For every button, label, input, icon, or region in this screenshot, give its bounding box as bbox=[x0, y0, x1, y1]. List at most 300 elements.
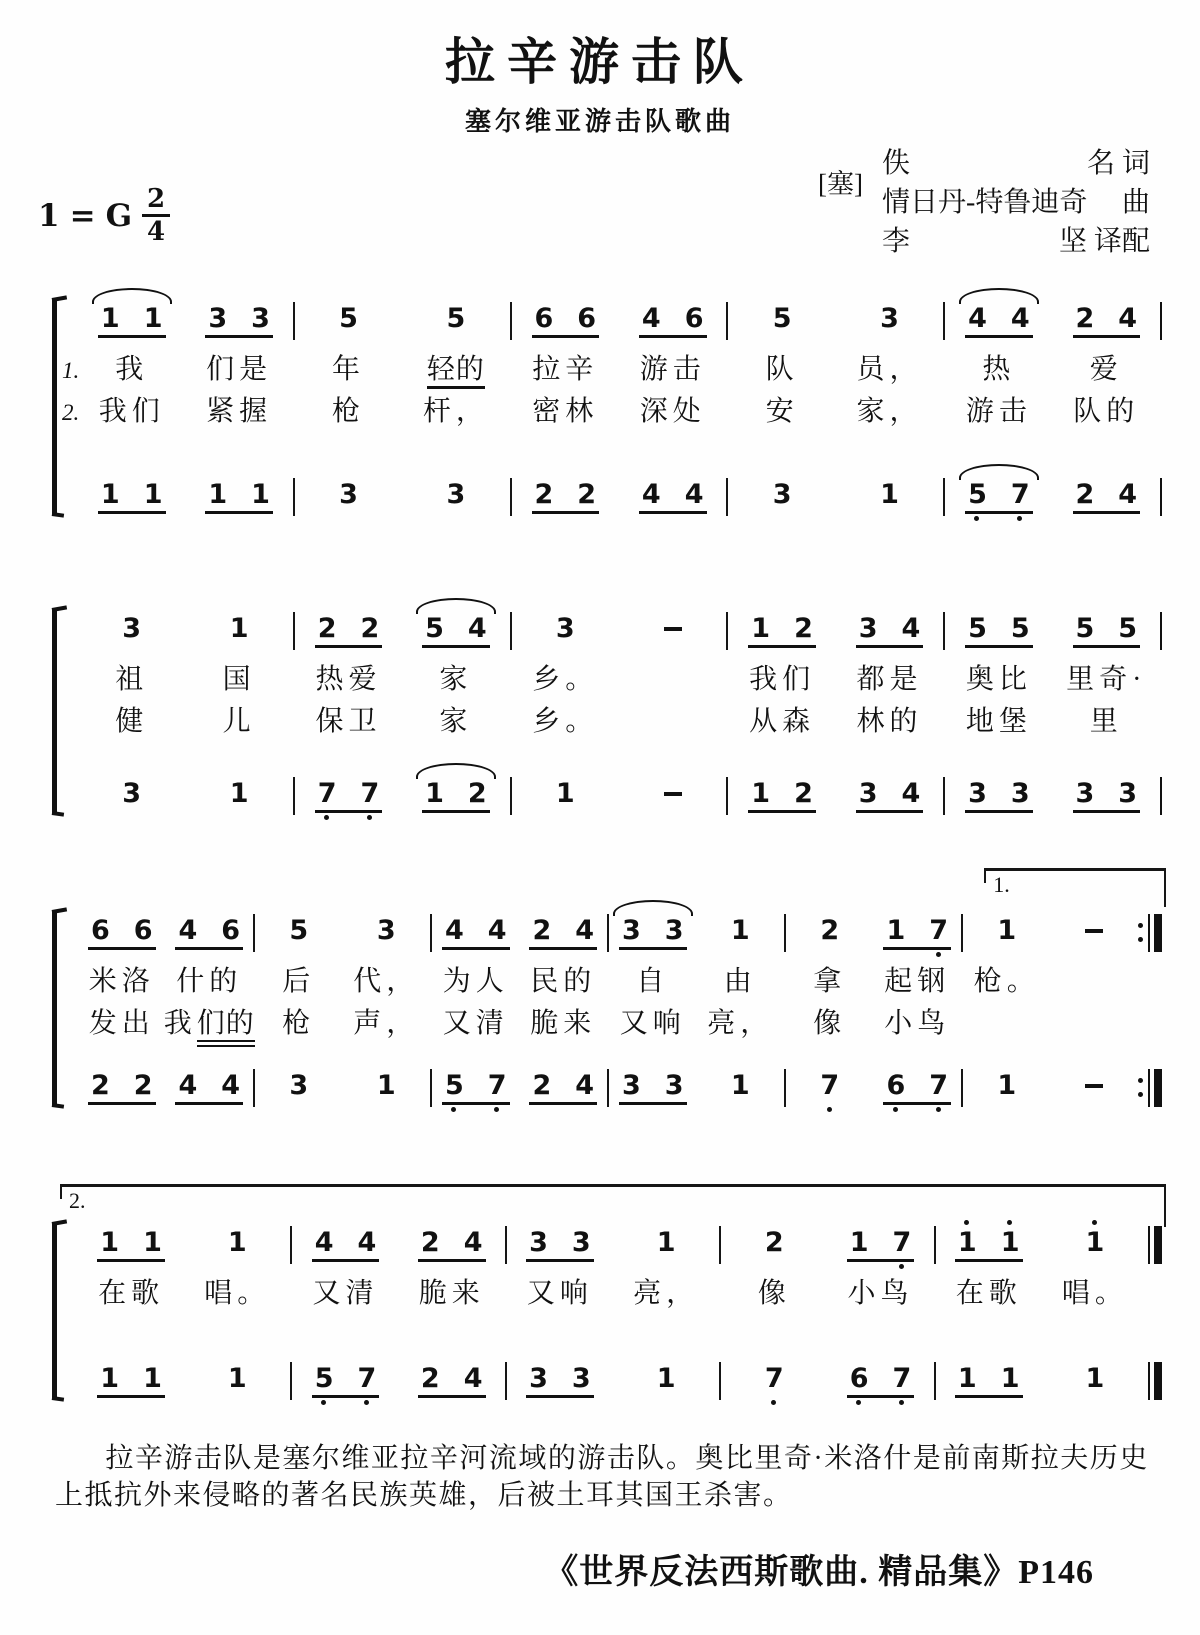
note-digit: 5 bbox=[772, 303, 792, 334]
note-digit: 2 bbox=[577, 479, 597, 510]
translator-name: 李 bbox=[882, 226, 911, 257]
lyric-beat bbox=[786, 963, 874, 998]
note-digit: 1 bbox=[656, 1227, 676, 1258]
voice-row-lower bbox=[78, 463, 1162, 527]
note-digit: 1 bbox=[229, 778, 249, 809]
measure bbox=[255, 1054, 430, 1118]
beat bbox=[945, 287, 1052, 332]
lyricist-name: 佚 bbox=[882, 148, 911, 179]
note-cluster bbox=[958, 1229, 1020, 1256]
lyric-beat bbox=[295, 661, 402, 696]
lyric-syllable: 乡。 bbox=[532, 664, 599, 695]
thick-bar bbox=[1154, 914, 1162, 952]
note-cluster bbox=[339, 481, 358, 508]
slur bbox=[613, 900, 693, 916]
note-cluster bbox=[968, 305, 1030, 332]
note-digit: 4 bbox=[178, 915, 198, 946]
thin-bar bbox=[1160, 478, 1162, 516]
lyric-syllable: 保卫 bbox=[315, 706, 382, 737]
octave-dot-low bbox=[893, 1107, 898, 1112]
beat bbox=[1053, 597, 1160, 642]
volta-label: 2. bbox=[69, 1188, 86, 1213]
measure bbox=[609, 1054, 784, 1118]
lyric-beat bbox=[520, 963, 608, 998]
note-digit: 2 bbox=[794, 778, 813, 809]
lyric-syllable: 小鸟 bbox=[884, 1008, 951, 1039]
note-cluster bbox=[122, 615, 141, 642]
beam bbox=[312, 1259, 380, 1262]
verse-number: 2. bbox=[62, 400, 80, 425]
lyric-beat bbox=[786, 1005, 874, 1040]
measure bbox=[78, 1054, 253, 1118]
beat bbox=[874, 899, 962, 944]
credits-block bbox=[818, 144, 1150, 261]
beam bbox=[97, 1259, 165, 1262]
lyric-beat bbox=[520, 1005, 608, 1040]
note-cluster bbox=[1076, 615, 1138, 642]
beat bbox=[295, 463, 402, 508]
note-digit: 2 bbox=[90, 1070, 110, 1101]
note-cluster bbox=[289, 1072, 308, 1099]
note-digit: 3 bbox=[208, 303, 228, 334]
note-cluster bbox=[958, 1365, 1020, 1392]
lyricist-role: 名 词 bbox=[1086, 148, 1150, 179]
note-cluster bbox=[421, 1365, 483, 1392]
note-cluster bbox=[425, 615, 487, 642]
note-digit: 1 bbox=[227, 1363, 247, 1394]
lyric-beat bbox=[78, 1005, 166, 1040]
lyric-syllable: 枪 bbox=[282, 1008, 316, 1039]
lyric-row bbox=[78, 1275, 1162, 1317]
measure bbox=[78, 463, 293, 527]
measure bbox=[512, 762, 727, 826]
note-cluster bbox=[642, 305, 704, 332]
beam bbox=[205, 511, 273, 514]
measure bbox=[295, 703, 510, 745]
lyric-beat bbox=[78, 351, 185, 386]
note-cluster bbox=[532, 1072, 594, 1099]
note-digit: 1 bbox=[997, 1070, 1017, 1101]
lyric-underlined: 们的 bbox=[197, 1008, 255, 1047]
thin-bar bbox=[1160, 777, 1162, 815]
measure bbox=[963, 1054, 1138, 1118]
volta-left-tick bbox=[60, 1186, 62, 1199]
slur bbox=[959, 288, 1039, 304]
lyric-syllable: 热 bbox=[982, 354, 1016, 385]
note-digit: 5 bbox=[1075, 613, 1095, 644]
beam bbox=[532, 511, 600, 514]
note-cluster bbox=[622, 1072, 684, 1099]
beat bbox=[613, 1347, 719, 1392]
octave-dot-low bbox=[936, 1107, 941, 1112]
lyric-beat bbox=[619, 351, 726, 386]
beat bbox=[836, 597, 943, 642]
lyric-beat bbox=[619, 661, 726, 665]
beat bbox=[507, 1347, 613, 1392]
lyric-beat bbox=[255, 963, 343, 998]
note-digit: 5 bbox=[968, 481, 987, 508]
octave-dot-low bbox=[367, 815, 372, 820]
note-digit: 4 bbox=[178, 1070, 198, 1101]
lyric-beat bbox=[78, 393, 185, 428]
system-bracket bbox=[52, 610, 57, 813]
measure bbox=[721, 1347, 933, 1411]
note-cluster bbox=[208, 481, 270, 508]
beat bbox=[402, 287, 509, 332]
beat bbox=[945, 762, 1052, 807]
measure bbox=[512, 351, 727, 393]
lyric-syllable: 都是 bbox=[856, 664, 923, 695]
beat bbox=[295, 287, 402, 332]
beat bbox=[292, 1347, 398, 1392]
note-digit: 5 bbox=[968, 613, 987, 644]
measure bbox=[786, 1054, 961, 1118]
lyric-syllable: 家， bbox=[856, 396, 923, 427]
lyric-syllable: 儿 bbox=[222, 706, 256, 737]
beam bbox=[418, 1395, 486, 1398]
note-digit: 7 bbox=[929, 917, 948, 944]
note-digit: 1 bbox=[1001, 1229, 1020, 1256]
lyric-syllable: 米洛 bbox=[88, 966, 155, 997]
lyric-syllable: 安 bbox=[765, 396, 799, 427]
repeat-dot bbox=[1138, 923, 1143, 928]
voice-row-lower bbox=[78, 762, 1162, 826]
note-cluster bbox=[997, 1072, 1016, 1099]
slur bbox=[416, 598, 496, 614]
lyric-beat bbox=[613, 1275, 719, 1310]
lyric-beat bbox=[512, 393, 619, 428]
lyric-beat bbox=[295, 703, 402, 738]
note-digit: 3 bbox=[122, 778, 142, 809]
lyric-beat bbox=[507, 1275, 613, 1310]
measure bbox=[945, 661, 1160, 703]
lyric-beat bbox=[836, 703, 943, 738]
note-digit: 1 bbox=[957, 1363, 977, 1394]
measure bbox=[78, 287, 293, 351]
measure bbox=[432, 1005, 607, 1047]
measure bbox=[609, 899, 784, 963]
measure bbox=[432, 1054, 607, 1118]
note-digit: 3 bbox=[1075, 778, 1095, 809]
measure bbox=[295, 463, 510, 527]
lyric-beat bbox=[78, 1275, 184, 1310]
octave-dot-high bbox=[1092, 1220, 1097, 1225]
lyric-syllable: 亮， bbox=[707, 1008, 774, 1039]
measure bbox=[609, 963, 784, 1005]
note-cluster bbox=[100, 1365, 162, 1392]
volta-left-tick bbox=[984, 870, 986, 883]
note-digit: 7 bbox=[358, 1365, 377, 1392]
note-digit: 1 bbox=[1085, 1363, 1105, 1394]
note-cluster bbox=[421, 1229, 483, 1256]
lyric-syllable: 脆来 bbox=[530, 1008, 597, 1039]
lyric-syllable: 我们 bbox=[749, 664, 816, 695]
note-digit: 4 bbox=[487, 915, 507, 946]
lyric-syllable: 枪。 bbox=[973, 966, 1040, 997]
note-digit: 1 bbox=[751, 778, 771, 809]
lyric-row bbox=[78, 963, 1162, 1005]
measure bbox=[78, 762, 293, 826]
note-cluster bbox=[91, 1072, 153, 1099]
note-digit: 4 bbox=[968, 303, 987, 334]
lyric-beat bbox=[728, 661, 835, 696]
thick-bar bbox=[1154, 1362, 1162, 1400]
beat bbox=[619, 463, 726, 508]
measure bbox=[945, 351, 1160, 393]
note-digit: 1 bbox=[229, 613, 249, 644]
beat bbox=[184, 1347, 290, 1392]
beam bbox=[639, 511, 707, 514]
volta-label: 1. bbox=[993, 872, 1010, 897]
meter-denominator: 4 bbox=[142, 214, 170, 245]
beam bbox=[532, 335, 600, 338]
beat bbox=[295, 597, 402, 642]
beam bbox=[639, 335, 707, 338]
note-cluster bbox=[535, 305, 597, 332]
note-cluster bbox=[289, 917, 308, 944]
beam bbox=[1073, 335, 1141, 338]
beat bbox=[945, 597, 1052, 642]
note-cluster bbox=[529, 1365, 591, 1392]
note-digit: 6 bbox=[534, 303, 554, 334]
rows-gap bbox=[78, 1317, 1162, 1347]
note-digit: 3 bbox=[858, 778, 878, 809]
note-cluster bbox=[622, 917, 684, 944]
note-digit: 4 bbox=[1118, 303, 1138, 334]
measure bbox=[728, 762, 943, 826]
lyric-syllable: 奥比 bbox=[965, 664, 1032, 695]
lyric-syllable: 里奇· bbox=[1066, 664, 1147, 695]
key-letter: G bbox=[105, 197, 133, 234]
measure bbox=[936, 1275, 1148, 1317]
beam bbox=[856, 645, 924, 648]
lyric-beat bbox=[728, 703, 835, 738]
measure bbox=[78, 703, 293, 745]
lyric-beat bbox=[945, 393, 1052, 428]
note-cluster bbox=[850, 1365, 912, 1392]
source-book: 《世界反法西斯歌曲. 精品集》 bbox=[544, 1554, 1019, 1591]
note-digit: 5 bbox=[446, 303, 466, 334]
lyric-beat bbox=[185, 351, 292, 386]
lyric-underlined: 轻的 bbox=[427, 354, 485, 389]
lyric-beat bbox=[78, 703, 185, 738]
beam bbox=[526, 1259, 594, 1262]
lyricist-line bbox=[882, 144, 1150, 183]
lyric-beat bbox=[963, 963, 1051, 998]
note-digit: 2 bbox=[467, 778, 487, 809]
note-digit: 5 bbox=[339, 303, 358, 334]
measure bbox=[78, 1275, 290, 1317]
lyric-beat bbox=[728, 393, 835, 428]
note-digit: 7 bbox=[893, 1229, 912, 1256]
note-digit: 3 bbox=[555, 613, 575, 644]
note-digit: 7 bbox=[318, 780, 337, 807]
repeat-dots bbox=[1138, 923, 1143, 942]
note-digit: 2 bbox=[420, 1363, 440, 1394]
system-bracket bbox=[52, 912, 57, 1105]
lyric-row bbox=[78, 661, 1162, 703]
note-cluster bbox=[556, 780, 575, 807]
octave-dot-low bbox=[364, 1400, 369, 1405]
note-digit: 2 bbox=[764, 1227, 784, 1258]
beat bbox=[619, 597, 726, 631]
note-digit: 3 bbox=[339, 479, 358, 510]
note-digit: 1 bbox=[751, 613, 771, 644]
voice-row-upper bbox=[78, 287, 1162, 351]
half-note-dash bbox=[1085, 1084, 1103, 1088]
measure bbox=[507, 1347, 719, 1411]
octave-dot-low bbox=[494, 1107, 499, 1112]
lyric-beat bbox=[619, 703, 726, 707]
beam bbox=[315, 810, 383, 813]
measure bbox=[512, 597, 727, 661]
note-digit: 4 bbox=[1010, 303, 1030, 334]
note-digit: 1 bbox=[100, 1363, 120, 1394]
beam bbox=[965, 335, 1033, 338]
beat bbox=[343, 1054, 431, 1099]
note-cluster bbox=[315, 1229, 377, 1256]
measure bbox=[295, 661, 510, 703]
lyric-beat bbox=[295, 351, 402, 386]
translator-line bbox=[882, 222, 1150, 261]
lyric-beat bbox=[697, 963, 785, 998]
beam bbox=[175, 947, 243, 950]
note-cluster bbox=[820, 1072, 839, 1099]
note-cluster bbox=[122, 780, 141, 807]
measure bbox=[963, 1005, 1138, 1047]
end-spacer bbox=[1160, 351, 1162, 393]
volta-bracket bbox=[60, 1184, 1166, 1227]
thin-bar bbox=[1148, 1069, 1150, 1107]
note-cluster bbox=[1086, 1229, 1105, 1256]
lyric-syllable: 在歌 bbox=[98, 1278, 165, 1309]
beam bbox=[856, 810, 924, 813]
lyric-syllable: 我 bbox=[115, 354, 149, 385]
measure bbox=[295, 393, 510, 435]
note-digit: 6 bbox=[577, 303, 597, 334]
beam bbox=[442, 947, 510, 950]
measure bbox=[945, 287, 1160, 351]
lyric-beat bbox=[609, 963, 697, 998]
measure bbox=[512, 287, 727, 351]
measure bbox=[512, 703, 727, 745]
lyric-syllable: 又清 bbox=[312, 1278, 379, 1309]
note-digit: 1 bbox=[1000, 1363, 1020, 1394]
beam bbox=[1073, 645, 1141, 648]
lyric-beat bbox=[512, 351, 619, 386]
note-digit: 1 bbox=[143, 303, 163, 334]
measure bbox=[945, 393, 1160, 435]
thin-bar bbox=[1148, 1362, 1150, 1400]
note-cluster bbox=[178, 1072, 240, 1099]
note-digit: 1 bbox=[208, 479, 228, 510]
lyric-syllable: 热爱 bbox=[315, 664, 382, 695]
beat bbox=[836, 762, 943, 807]
note-cluster bbox=[997, 917, 1016, 944]
note-cluster bbox=[315, 1365, 377, 1392]
lyric-beat bbox=[295, 393, 402, 428]
lyric-syllable: 发出 bbox=[88, 1008, 155, 1039]
beat bbox=[619, 287, 726, 332]
lyric-beat bbox=[292, 1275, 398, 1310]
end-barline-final bbox=[1148, 1362, 1162, 1411]
note-digit: 5 bbox=[445, 1072, 464, 1099]
octave-dot-low bbox=[771, 1400, 776, 1405]
lyric-beat bbox=[836, 351, 943, 386]
beat bbox=[1042, 1347, 1148, 1392]
lyric-syllable: 健 bbox=[115, 706, 149, 737]
end-barline-final bbox=[1148, 1226, 1162, 1275]
system-4 bbox=[69, 1188, 1162, 1411]
note-cluster bbox=[773, 305, 792, 332]
beat bbox=[402, 463, 509, 508]
thick-bar bbox=[1154, 1069, 1162, 1107]
lyric-syllable: 又响 bbox=[619, 1008, 686, 1039]
lyric-beat bbox=[255, 1005, 343, 1040]
lyric-syllable: 游击 bbox=[639, 354, 706, 385]
beat bbox=[728, 463, 835, 508]
lyric-syllable: 国 bbox=[222, 664, 256, 695]
lyric-syllable: 声， bbox=[353, 1008, 420, 1039]
note-digit: 3 bbox=[529, 1363, 548, 1394]
note-digit: 1 bbox=[143, 1227, 162, 1258]
note-digit: 4 bbox=[221, 1070, 241, 1101]
note-digit: 3 bbox=[772, 479, 792, 510]
note-cluster bbox=[731, 917, 750, 944]
beam bbox=[88, 1102, 156, 1105]
note-digit: 5 bbox=[1118, 613, 1138, 644]
note-digit: 2 bbox=[317, 613, 337, 644]
beat bbox=[78, 899, 166, 944]
note-digit: 3 bbox=[571, 1363, 591, 1394]
beam bbox=[847, 1259, 915, 1262]
beat bbox=[619, 762, 726, 796]
lyric-syllable: 祖 bbox=[115, 664, 149, 695]
note-cluster bbox=[529, 1229, 591, 1256]
beam bbox=[955, 1395, 1023, 1398]
slur bbox=[416, 763, 496, 779]
note-cluster bbox=[228, 1365, 247, 1392]
end-spacer bbox=[1160, 393, 1162, 435]
note-cluster bbox=[447, 481, 466, 508]
thin-bar bbox=[1160, 612, 1162, 650]
beat bbox=[402, 762, 509, 807]
beam bbox=[88, 947, 156, 950]
note-digit: 4 bbox=[357, 1227, 377, 1258]
lyric-beat bbox=[512, 703, 619, 738]
verse-number: 1. bbox=[62, 358, 80, 383]
beam bbox=[965, 645, 1033, 648]
note-digit: 7 bbox=[765, 1365, 784, 1392]
beat bbox=[827, 1347, 933, 1392]
time-signature bbox=[142, 186, 170, 245]
lyric-beat bbox=[185, 703, 292, 738]
note-digit: 3 bbox=[880, 303, 899, 334]
note-cluster bbox=[850, 1229, 912, 1256]
octave-dot-low bbox=[1017, 516, 1022, 521]
beat bbox=[343, 899, 431, 944]
note-digit: 1 bbox=[100, 479, 120, 510]
beat bbox=[963, 1054, 1051, 1099]
lyric-syllable: 拿 bbox=[813, 966, 847, 997]
end-barline-repeat bbox=[1138, 914, 1162, 963]
note-cluster bbox=[765, 1365, 784, 1392]
note-digit: 3 bbox=[289, 1070, 309, 1101]
beat bbox=[1051, 1054, 1139, 1088]
note-digit: 5 bbox=[315, 1365, 334, 1392]
measure bbox=[728, 463, 943, 527]
lyric-beat bbox=[402, 393, 509, 428]
